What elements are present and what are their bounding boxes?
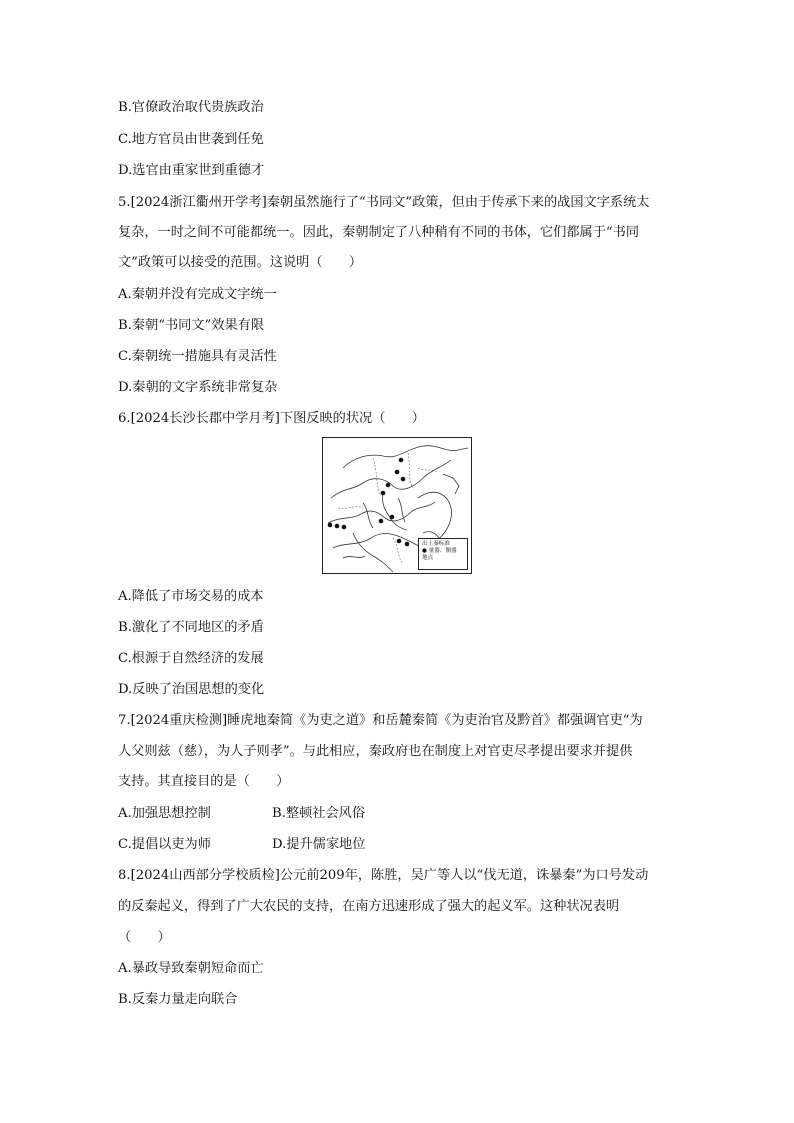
q6-option-d: D.反映了治国思想的变化 (118, 682, 265, 697)
q6-option-c: C.根源于自然经济的发展 (118, 651, 264, 666)
q6-option-a: A.降低了市场交易的成本 (118, 589, 264, 604)
q5-option-b: B.秦朝“书同文”效果有限 (118, 318, 265, 333)
q5-stem-line3: 文”政策可以接受的范围。这说明（ ） (118, 255, 363, 270)
qin-measures-map (322, 437, 472, 574)
q5-option-a: A.秦朝并没有完成文字统一 (118, 287, 277, 302)
q5-option-c: C.秦朝统一措施具有灵活性 (118, 349, 277, 364)
map-legend-line3: 地点 (422, 555, 434, 562)
q8-stem-line2: 的反秦起义，得到了广大农民的支持，在南方迅速形成了强大的起义军。这种状况表明 (118, 899, 620, 914)
q7-option-b: B.整顿社会风俗 (272, 806, 366, 821)
q7-options-row1 (118, 805, 366, 823)
q7-option-d: D.提升儒家地位 (272, 837, 366, 852)
q7-stem-line1: 7.[2024重庆检测]睡虎地秦简《为吏之道》和岳麓秦简《为吏治官及黔首》都强调官吏“为 (118, 713, 643, 728)
map-legend-line1: 出土秦标准 (422, 541, 450, 547)
q4-option-c: C.地方官员由世袭到任免 (118, 132, 264, 147)
map-legend (418, 538, 468, 570)
q8-option-a: A.暴政导致秦朝短命而亡 (118, 961, 264, 976)
q6-stem: 6.[2024长沙长郡中学月考]下图反映的状况（ ） (118, 411, 425, 426)
q8-stem-line3: （ ） (118, 930, 171, 945)
q7-stem-line3: 支持。其直接目的是（ ） (118, 774, 290, 789)
q7-option-a: A.加强思想控制 (118, 806, 211, 821)
q7-options-row2 (118, 836, 366, 854)
q6-option-b: B.激化了不同地区的矛盾 (118, 620, 264, 635)
q8-stem-line1: 8.[2024山西部分学校质检]公元前209年，陈胜，吴广等人以“伐无道，诛暴秦”为口号发动 (118, 868, 649, 883)
q4-option-d: D.选官由重家世到重德才 (118, 163, 265, 178)
q8-option-b: B.反秦力量走向联合 (118, 992, 238, 1007)
q5-stem-line2: 复杂，一时之间不可能都统一。因此，秦朝制定了八种稍有不同的书体，它们都属于“书同 (118, 225, 640, 240)
q7-option-c: C.提倡以吏为师 (118, 837, 211, 852)
q5-option-d: D.秦朝的文字系统非常复杂 (118, 380, 278, 395)
q4-option-b: B.官僚政治取代贵族政治 (118, 100, 264, 115)
q5-stem-line1: 5.[2024浙江衢州开学考]秦朝虽然施行了“书同文”政策，但由于传承下来的战国文字系统太 (118, 195, 650, 210)
q7-stem-line2: 人父则兹（慈），为人子则孝”。与此相应，秦政府也在制度上对官吏尽孝提出要求并提供 (118, 744, 633, 759)
map-legend-line2: ● 量器、衡器 (422, 548, 457, 555)
